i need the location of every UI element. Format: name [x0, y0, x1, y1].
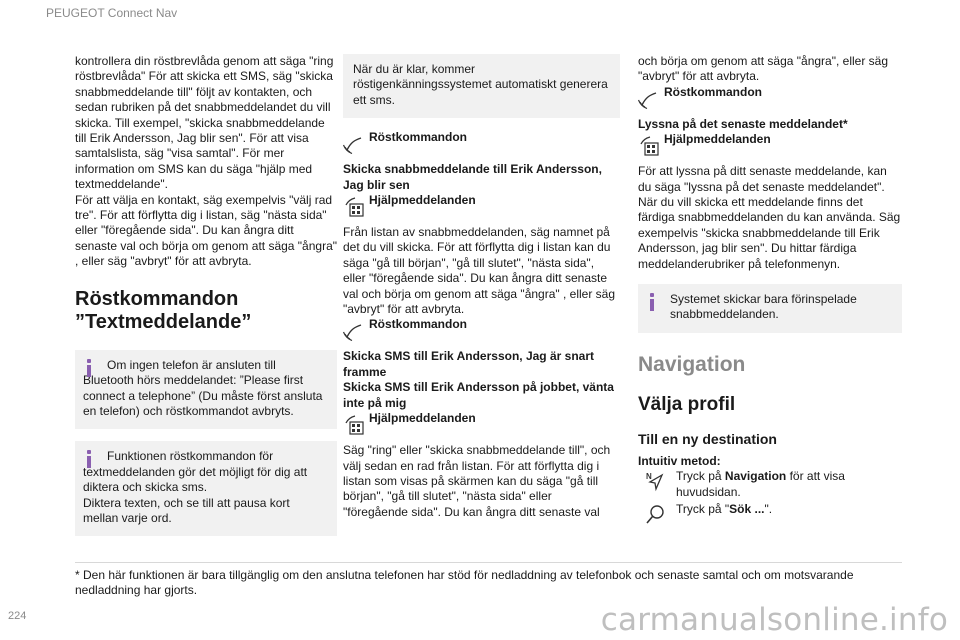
- body-paragraph: kontrollera din röstbrevlåda genom att säga "ring röstbrevlåda" För att skicka ett SMS, säg "skicka snabbmeddelande till" följt av kontakten, och sedan rubriken på det snabbmeddelandet du vill skicka. Till exempel, "skicka snabbmeddelande till Erik Andersson, Jag blir sen". För att visa samtalslista, säg "visa samtal". För mer information om SMS kan du säga "hjälp med textmeddelande".: [75, 54, 334, 192]
- voice-command-icon: [343, 319, 365, 341]
- help-message-label-row: [638, 132, 902, 156]
- running-header: PEUGEOT Connect Nav: [46, 6, 178, 20]
- info-box: [75, 350, 337, 430]
- step-text: [676, 502, 902, 517]
- help-message-label-row: [343, 411, 620, 435]
- help-message-text: För att lyssna på ditt senaste meddelande, kan du säga "lyssna på det senaste meddelandet". När du vill skicka ett meddelande finns det färdiga snabbmeddelanden du kan använda. Säg exempelvis "skicka snabbmeddelande till Erik Andersson, jag blir sen". Du hittar färdiga meddelanderubriker på telefonmenyn.: [638, 164, 901, 271]
- watermark: carmanualsonline.info: [600, 602, 948, 638]
- voice-command-label: Röstkommandon: [664, 84, 763, 99]
- info-text: snabbmeddelanden.: [670, 307, 779, 322]
- section-heading: Välja profil: [638, 393, 736, 415]
- voice-command-label-row: [638, 85, 902, 109]
- voice-command-label-row: [343, 317, 620, 341]
- column-1: [75, 54, 337, 536]
- navigation-icon: [644, 471, 666, 493]
- search-icon: [644, 504, 666, 526]
- voice-command-icon: [343, 132, 365, 154]
- body-paragraph: och börja om genom att säga "ångra", eller säg "avbryt" för att avbryta.: [638, 54, 888, 84]
- info-box: [638, 284, 902, 333]
- search-label: Sök ...: [729, 501, 765, 516]
- step-text: [676, 469, 902, 500]
- step-text-prefix: Tryck på: [676, 469, 725, 484]
- help-message-text: Säg "ring" eller "skicka snabbmeddelande till", och välj sedan en rad från listan. För att förflytta dig i listan som visas på skärmen kan du säga "gå till början", "gå till slutet", "nästa sida" eller "föregående sida". Du kan ångra ditt senaste val: [343, 443, 611, 519]
- step-text-suffix: för att visa huvudsidan.: [676, 469, 845, 499]
- subsection-heading: Till en ny destination: [638, 431, 777, 448]
- help-message-icon: [638, 134, 660, 156]
- column-2: [343, 54, 620, 520]
- voice-command-label: Röstkommandon: [369, 317, 468, 332]
- info-text: När du är klar, kommer röstigenkänningssystemet automatiskt generera ett sms.: [353, 62, 608, 107]
- page-number: 224: [8, 610, 27, 622]
- chapter-heading: Navigation: [638, 352, 746, 376]
- voice-command-text: Lyssna på det senaste meddelandet*: [638, 116, 848, 131]
- info-text: Bluetooth hörs meddelandet: ”Please first connect a telephone” (Du måste först ansluta en telefon) och röstkommandot avbryts.: [83, 373, 323, 418]
- navigation-label: Navigation: [724, 469, 787, 484]
- step-text-prefix: Tryck på ": [676, 501, 730, 516]
- info-text: textmeddelanden gör det möjligt för dig att diktera och skicka sms.: [83, 464, 308, 495]
- voice-command-label-row: [343, 130, 620, 154]
- help-message-label: Hjälpmeddelanden: [664, 132, 771, 147]
- body-paragraph: För att välja en kontakt, säg exempelvis "välj rad tre". För att förflytta dig i listan, säg "nästa sida" eller "föregående sida". Du kan ångra ditt senaste val och börja om genom att säga "ångra" , eller säg "avbryt" för att avbryta.: [75, 192, 338, 269]
- help-message-icon: [343, 195, 365, 217]
- info-text: Diktera texten, och se till att pausa kort mellan varje ord.: [83, 495, 290, 525]
- column-3: [638, 54, 902, 526]
- voice-command-text: Skicka SMS till Erik Andersson, Jag är snart framme: [343, 349, 594, 379]
- footnote-divider: [75, 562, 902, 563]
- info-text: Om ingen telefon är ansluten till: [107, 357, 276, 372]
- method-label: Intuitiv metod:: [638, 453, 721, 468]
- info-box: [75, 441, 337, 536]
- footnote: * Den här funktionen är bara tillgänglig om den anslutna telefonen har stöd för nedladdning av telefonbok och senaste samtal och om motsvarande nedladdning har gjorts.: [75, 568, 854, 597]
- help-message-text: Från listan av snabbmeddelanden, säg namnet på det du vill skicka. För att förflytta dig i listan kan du säga "gå till början", "gå till slutet", "nästa sida", eller "föregående sida". Du kan ångra ditt senaste val och börja om genom att säga "ångra" , eller säg "avbryt" för att avbryta.: [343, 225, 616, 317]
- help-message-icon: [343, 413, 365, 435]
- voice-command-text: Skicka SMS till Erik Andersson på jobbet, vänta inte på mig: [343, 380, 614, 410]
- info-text: Funktionen röstkommandon för: [107, 449, 274, 464]
- voice-command-label: Röstkommandon: [369, 130, 468, 145]
- voice-command-icon: [638, 87, 660, 109]
- step-row: [638, 469, 902, 500]
- svg-text:N: N: [646, 472, 652, 482]
- step-row: [638, 502, 902, 526]
- info-text: Systemet skickar bara förinspelade: [670, 292, 857, 307]
- voice-command-text: Skicka snabbmeddelande till Erik Andersson, Jag blir sen: [343, 162, 602, 192]
- help-message-label-row: [343, 193, 620, 217]
- help-message-label: Hjälpmeddelanden: [369, 411, 476, 426]
- step-text-suffix: ".: [764, 501, 773, 516]
- info-box: [343, 54, 620, 118]
- section-heading: Röstkommandon ”Textmeddelande”: [75, 287, 252, 333]
- help-message-label: Hjälpmeddelanden: [369, 193, 476, 208]
